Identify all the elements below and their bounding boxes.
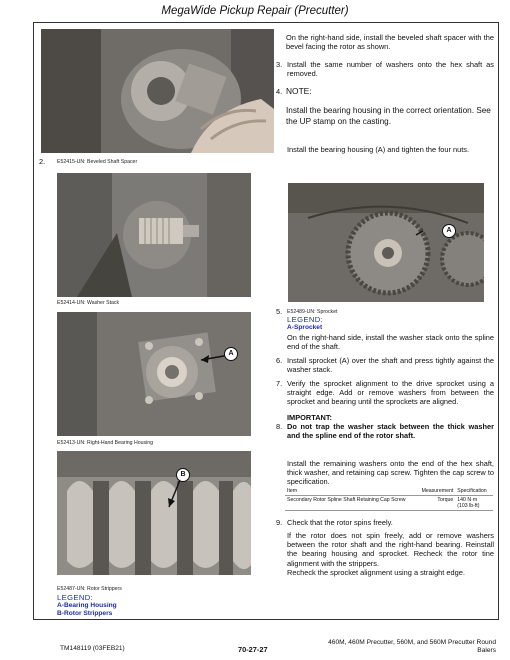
note-label: NOTE: bbox=[286, 86, 312, 96]
spec-item: Secondary Rotor Spline Shaft Retaining Cap Screw bbox=[287, 497, 406, 503]
step-6-text: Install sprocket (A) over the shaft and press tightly against the washer stack. bbox=[287, 356, 494, 375]
spec-value-metric: 140 N·m bbox=[457, 497, 478, 503]
step-7-number: 7. bbox=[276, 379, 283, 388]
note-text: Install the bearing housing in the correct orientation. See the UP stamp on the casting. bbox=[286, 106, 491, 126]
step-9-recheck: Recheck the sprocket alignment using a straight edge. bbox=[287, 568, 465, 577]
step-6-number: 6. bbox=[276, 356, 283, 365]
caption-washer-stack: E52414-UN: Washer Stack bbox=[57, 300, 120, 306]
spec-value-imperial: (103 lb-ft) bbox=[457, 503, 480, 509]
legend-title-left: LEGEND: bbox=[57, 593, 94, 602]
legend-rotor-strippers: B-Rotor Strippers bbox=[57, 610, 113, 617]
photo-washer-stack bbox=[57, 173, 251, 297]
callout-b-label: B bbox=[180, 471, 186, 478]
legend-sprocket: A-Sprocket bbox=[287, 324, 323, 331]
step-8-warning: Do not trap the washer stack between the thick washer and the spline end of the rotor shaft. bbox=[287, 422, 494, 441]
step-5-number: 5. bbox=[276, 307, 283, 316]
callout-a-circle bbox=[224, 347, 238, 361]
intro-text: On the right-hand side, install the beveled shaft spacer with the bevel facing the rotor as shown. bbox=[286, 33, 494, 52]
footer-product-line1: 460M, 460M Precutter, 560M, and 560M Precutter Round bbox=[328, 639, 496, 646]
spec-header-specification: Specification bbox=[457, 488, 487, 494]
footer-page-number: 70-27-27 bbox=[238, 645, 268, 654]
callout-a-label: A bbox=[228, 350, 234, 357]
step-9-number: 9. bbox=[276, 518, 283, 527]
legend-title-right: LEGEND: bbox=[287, 315, 324, 324]
photo-sprocket bbox=[288, 183, 484, 302]
callout-sprocket-circle bbox=[442, 224, 456, 238]
step-8-body: Install the remaining washers onto the end of the hex shaft, thick washer, and retaining cap screw. Tighten the cap screw to specification. bbox=[287, 459, 494, 487]
step-3-text: Install the same number of washers onto the hex shaft as removed. bbox=[287, 60, 494, 79]
spec-table-header bbox=[285, 487, 493, 496]
step-3-number: 3. bbox=[276, 60, 283, 69]
legend-bearing-housing: A-Bearing Housing bbox=[57, 602, 117, 609]
photo-beveled-shaft-spacer bbox=[41, 29, 274, 153]
caption-sprocket: E52489-UN: Sprocket bbox=[287, 309, 338, 315]
step-7-text: Verify the sprocket alignment to the drive sprocket using a straight edge. Add or remove washers from between the sprocket and bearing until the sprockets are aligned. bbox=[287, 379, 494, 407]
footer-product-line2: Balers bbox=[477, 647, 496, 654]
spec-header-measurement: Measurement bbox=[421, 488, 454, 494]
caption-beveled-shaft-spacer: E52415-UN: Beveled Shaft Spacer bbox=[57, 159, 138, 165]
page-title: MegaWide Pickup Repair (Precutter) bbox=[161, 5, 349, 17]
caption-bearing-housing: E52413-UN: Right-Hand Bearing Housing bbox=[57, 440, 154, 446]
callout-sprocket-label: A bbox=[446, 227, 452, 234]
step-5-text: On the right-hand side, install the washer stack onto the spline end of the shaft. bbox=[287, 333, 494, 352]
step-2-number: 2. bbox=[39, 157, 46, 166]
step-9-text: Check that the rotor spins freely. bbox=[287, 518, 393, 527]
spec-header-item: Item bbox=[287, 488, 298, 494]
step-8-number: 8. bbox=[276, 422, 283, 431]
spec-value-cell bbox=[455, 496, 493, 511]
caption-rotor-strippers: E52487-UN: Rotor Strippers bbox=[57, 586, 122, 592]
footer-doc-id: TM148119 (03FEB21) bbox=[60, 645, 125, 652]
photo-rotor-strippers bbox=[57, 451, 251, 575]
spec-table bbox=[285, 487, 493, 511]
step-4-number: 4. bbox=[276, 87, 283, 96]
step-9-body: If the rotor does not spin freely, add or remove washers between the rotor shaft and the right-hand bearing. Reinstall the bearing housing and sprocket. Recheck the rotor tine alignment with the strippers. bbox=[287, 531, 494, 568]
spec-table-row bbox=[285, 496, 493, 511]
important-label: IMPORTANT: bbox=[287, 413, 333, 422]
callout-b-circle bbox=[176, 468, 190, 482]
spec-measurement: Torque bbox=[437, 497, 454, 503]
step-4-text: Install the bearing housing (A) and tighten the four nuts. bbox=[287, 145, 470, 154]
photo-bearing-housing bbox=[57, 312, 251, 436]
